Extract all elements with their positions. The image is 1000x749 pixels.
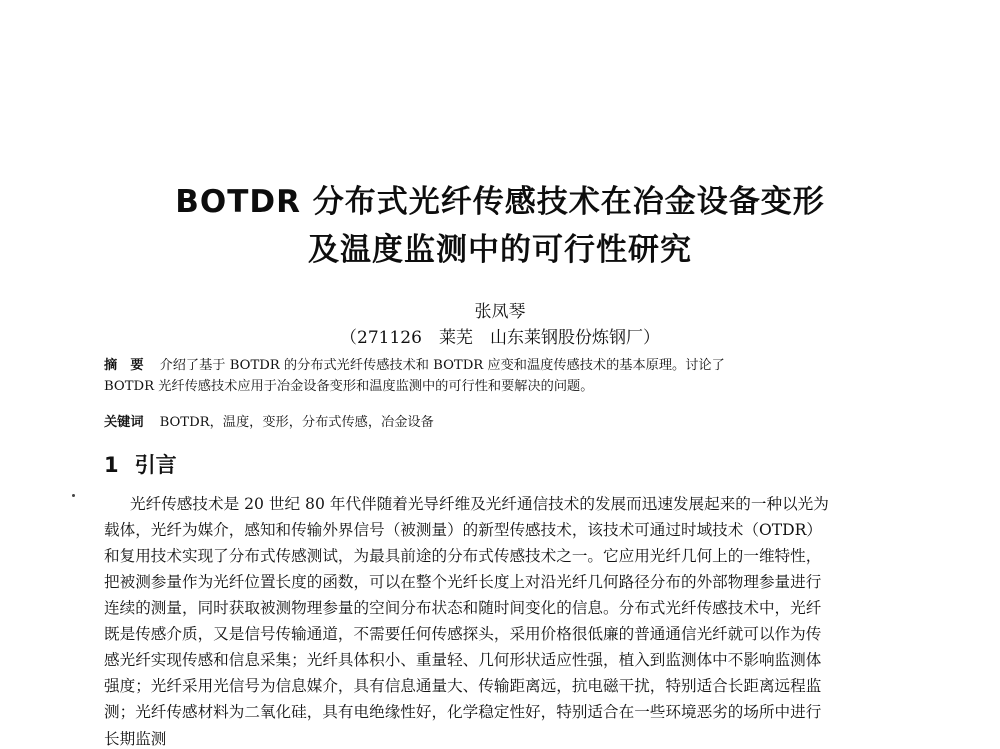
paper-title-line-1: BOTDR 分布式光纤传感技术在冶金设备变形: [175, 184, 825, 220]
body-line-7: 感光纤实现传感和信息采集；光纤具体积小、重量轻、几何形状适应性强，植入到监测体中不影响监测体: [104, 651, 822, 669]
abstract-label: 摘 要: [104, 358, 144, 373]
paper-title-line-2: 及温度监测中的可行性研究: [308, 232, 692, 268]
section-number: 1: [104, 453, 119, 477]
abstract-line-2: [104, 377, 924, 397]
keywords-label: 关键词: [104, 415, 144, 430]
body-line-5: 连续的测量，同时获取被测物理参量的空间分布状态和随时间变化的信息。分布式光纤传感技术中，光纤: [104, 599, 822, 617]
keywords: [104, 411, 434, 430]
author-affiliation: （271126 莱芜 山东莱钢股份炼钢厂）: [340, 328, 660, 348]
abstract-line-1: [104, 356, 924, 376]
keywords-text: BOTDR，温度，变形，分布式传感，冶金设备: [159, 415, 434, 430]
body-line-10: 长期监测: [104, 730, 167, 748]
body-line-9: 测；光纤传感材料为二氧化硅，具有电绝缘性好，化学稳定性好，特别适合在一些环境恶劣的场所中进行: [104, 703, 822, 721]
section-title: 引言: [134, 453, 177, 477]
body-line-2: 载体，光纤为媒介，感知和传输外界信号（被测量）的新型传感技术，该技术可通过时域技术（OTDR）: [104, 521, 822, 539]
author-name: 张凤琴: [474, 302, 526, 322]
body-line-4: 把被测参量作为光纤位置长度的函数，可以在整个光纤长度上对沿光纤几何路径分布的外部物理参量进行: [104, 573, 822, 591]
abstract-text-2: BOTDR 光纤传感技术应用于冶金设备变形和温度监测中的可行性和要解决的问题。: [104, 379, 594, 394]
scan-speck: [72, 494, 75, 497]
section-heading: [104, 449, 177, 479]
body-line-1: 光纤传感技术是 20 世纪 80 年代伴随着光导纤维及光纤通信技术的发展而迅速发展起来的一种以光为: [130, 495, 829, 513]
body-line-6: 既是传感介质，又是信号传输通道，不需要任何传感探头，采用价格很低廉的普通通信光纤就可以作为传: [104, 625, 822, 643]
body-line-8: 强度；光纤采用光信号为信息媒介，具有信息通量大、传输距离远，抗电磁干扰，特别适合长距离远程监: [104, 677, 822, 695]
abstract-text-1: 介绍了基于 BOTDR 的分布式光纤传感技术和 BOTDR 应变和温度传感技术的基本原理。讨论了: [159, 358, 725, 373]
body-line-3: 和复用技术实现了分布式传感测试，为最具前途的分布式传感技术之一。它应用光纤几何上的一维特性，: [104, 547, 822, 565]
